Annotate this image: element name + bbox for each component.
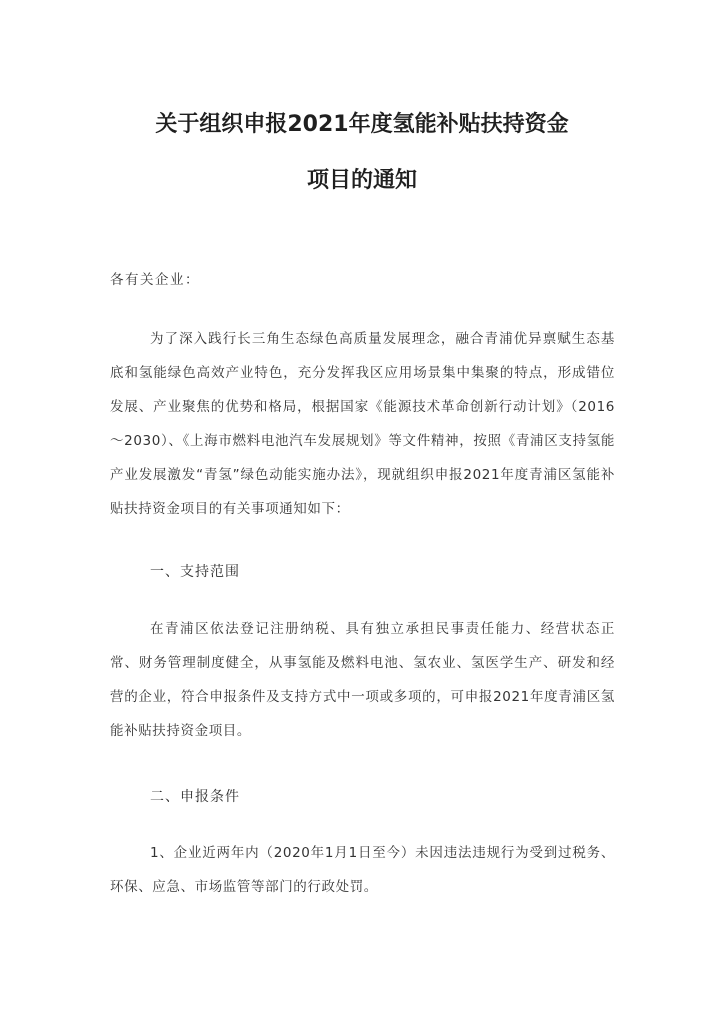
document-title-line-1: 关于组织申报2021年度氢能补贴扶持资金 <box>155 112 569 137</box>
intro-paragraph: 为了深入践行长三角生态绿色高质量发展理念，融合青浦优异禀赋生态基底和氢能绿色高效产业特色，充分发挥我区应用场景集中集聚的特点，形成错位发展、产业聚焦的优势和格局，根据国家《能源技术革命创新行动计划》（2016～2030）、《上海市燃料电池汽车发展规划》等文件精神，按照《青浦区支持氢能产业发展激发“青氢”绿色动能实施办法》，现就组织申报2021年度青浦区氢能补贴扶持资金项目的有关事项通知如下： <box>110 331 615 517</box>
section-heading-conditions: 二、申报条件 <box>150 789 240 805</box>
support-scope-paragraph: 在青浦区依法登记注册纳税、具有独立承担民事责任能力、经营状态正常、财务管理制度健全，从事氢能及燃料电池、氢农业、氢医学生产、研发和经营的企业，符合申报条件及支持方式中一项或多项的，可申报2021年度青浦区氢能补贴扶持资金项目。 <box>110 621 615 739</box>
document-title-line-2: 项目的通知 <box>306 168 417 193</box>
salutation: 各有关企业： <box>110 272 200 288</box>
condition-1-paragraph: 1、企业近两年内（2020年1月1日至今）未因违法违规行为受到过税务、环保、应急、市场监管等部门的行政处罚。 <box>110 845 615 895</box>
section-heading-support-scope: 一、支持范围 <box>150 564 240 580</box>
